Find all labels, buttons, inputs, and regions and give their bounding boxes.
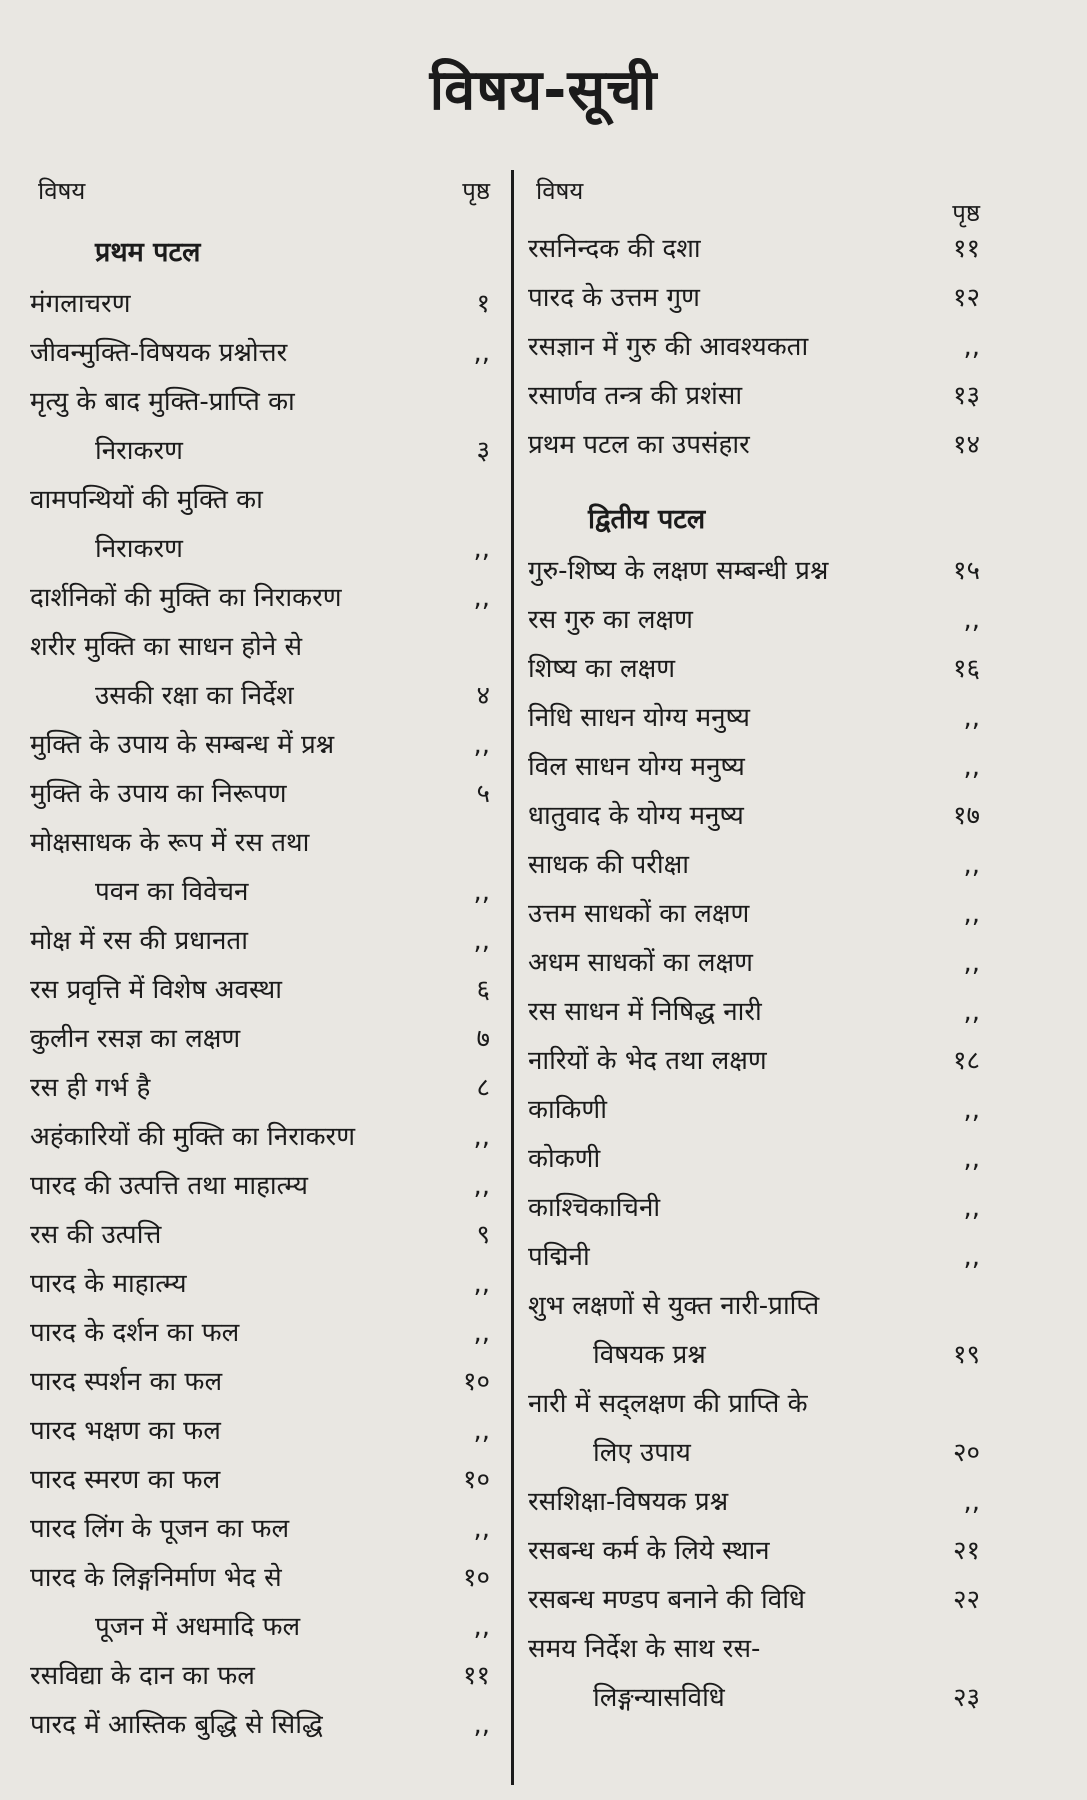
entry-page: ११: [952, 234, 980, 264]
entry-title: समय निर्देश के साथ रस-: [528, 1634, 761, 1664]
entry-title: दार्शनिकों की मुक्ति का निराकरण: [30, 583, 342, 613]
entry-title: शिष्य का लक्षण: [528, 654, 676, 684]
entry-page: १०: [462, 1563, 490, 1593]
entry-page: ,,: [473, 926, 490, 956]
toc-entry: [30, 1260, 490, 1309]
toc-entry: [528, 1086, 980, 1135]
entry-page: ,,: [473, 1318, 490, 1348]
entry-page: ,,: [473, 1710, 490, 1740]
entry-page: ,,: [963, 1242, 980, 1272]
entry-title: रसविद्या के दान का फल: [30, 1661, 255, 1691]
toc-entry: [528, 1527, 980, 1576]
entry-title: साधक की परीक्षा: [528, 850, 690, 880]
entry-title: निधि साधन योग्य मनुष्य: [528, 703, 750, 733]
entry-title-cont: निराकरण: [95, 436, 183, 466]
entry-title-cont: निराकरण: [95, 534, 183, 564]
entry-title-cont: लिङ्गन्यासविधि: [593, 1683, 725, 1713]
toc-left-column: [30, 170, 490, 1750]
entry-page: ,,: [473, 583, 490, 613]
toc-entry: [30, 1211, 490, 1260]
entry-page: ,,: [473, 1514, 490, 1544]
entry-title: पारद की उत्पत्ति तथा माहात्म्य: [30, 1171, 309, 1201]
entry-page: ,,: [963, 1193, 980, 1223]
toc-entry: [30, 917, 490, 966]
section-title: प्रथम पटल: [95, 237, 201, 268]
toc-right-column: [528, 170, 980, 1723]
page-title: विषय-सूची: [429, 58, 658, 123]
entry-page: १७: [952, 801, 980, 831]
toc-entry: [528, 890, 980, 939]
entry-title: पारद के उत्तम गुण: [528, 283, 700, 313]
toc-entry: [528, 1478, 980, 1527]
toc-entry: [30, 623, 490, 721]
entry-page: २२: [952, 1585, 980, 1615]
entry-title: जीवन्मुक्ति-विषयक प्रश्नोत्तर: [30, 338, 288, 368]
column-header: [528, 170, 980, 225]
entry-title: पारद में आस्तिक बुद्धि से सिद्धि: [30, 1710, 323, 1740]
entry-title: रसज्ञान में गुरु की आवश्यकता: [528, 332, 809, 362]
toc-entry: [528, 841, 980, 890]
toc-entry: [30, 1064, 490, 1113]
entry-page: १: [476, 289, 490, 319]
entry-title-cont: पूजन में अधमादि फल: [95, 1612, 301, 1642]
entry-page: ,,: [963, 703, 980, 733]
toc-entry: [30, 1162, 490, 1211]
toc-entry: [30, 476, 490, 574]
entry-page: १२: [952, 283, 980, 313]
toc-entry: [528, 372, 980, 421]
entry-title: रस की उत्पत्ति: [30, 1220, 162, 1250]
toc-entry: [528, 988, 980, 1037]
entry-title: नारियों के भेद तथा लक्षण: [528, 1046, 767, 1076]
entry-title-cont: पवन का विवेचन: [95, 877, 249, 907]
section-title: द्वितीय पटल: [588, 504, 706, 535]
entry-title: नारी में सद्लक्षण की प्राप्ति के: [528, 1389, 808, 1419]
entry-title-cont: लिए उपाय: [593, 1438, 691, 1468]
entry-title: वामपन्थियों की मुक्ति का: [30, 485, 263, 515]
entry-title: शरीर मुक्ति का साधन होने से: [30, 632, 303, 662]
toc-entry: [30, 1015, 490, 1064]
entry-title: मृत्यु के बाद मुक्ति-प्राप्ति का: [30, 387, 295, 417]
entry-title: रसनिन्दक की दशा: [528, 234, 701, 264]
column-divider: [511, 170, 514, 1785]
entry-page: ,,: [963, 605, 980, 635]
entry-page: ,,: [473, 1416, 490, 1446]
subject-header: विषय: [536, 177, 584, 205]
entry-page: २३: [952, 1683, 980, 1713]
entry-page: ,,: [963, 850, 980, 880]
entry-page: ,,: [473, 1122, 490, 1152]
entry-page: ,,: [473, 1171, 490, 1201]
toc-entry: [30, 966, 490, 1015]
entry-page: ,,: [473, 534, 490, 564]
toc-entry: [30, 574, 490, 623]
entry-title: अहंकारियों की मुक्ति का निराकरण: [30, 1122, 355, 1152]
toc-entry: [528, 1625, 980, 1723]
entry-title: काकिणी: [528, 1095, 607, 1125]
entry-title: रस साधन में निषिद्ध नारी: [528, 997, 762, 1027]
toc-entry: [528, 939, 980, 988]
entry-page: ३: [476, 436, 490, 466]
entry-title: पारद लिंग के पूजन का फल: [30, 1514, 290, 1544]
entry-title: रस ही गर्भ है: [30, 1073, 151, 1103]
toc-entry: [30, 1456, 490, 1505]
entry-page: १०: [462, 1465, 490, 1495]
entry-title: रसबन्ध मण्डप बनाने की विधि: [528, 1585, 805, 1615]
toc-entry: [30, 329, 490, 378]
toc-entry: [528, 1037, 980, 1086]
toc-entry: [30, 280, 490, 329]
page-header: पृष्ठ: [462, 177, 490, 205]
entry-title: मुक्ति के उपाय के सम्बन्ध में प्रश्न: [30, 730, 335, 760]
entry-page: १६: [952, 654, 980, 684]
entry-title: मोक्ष में रस की प्रधानता: [30, 926, 248, 956]
entry-title: मोक्षसाधक के रूप में रस तथा: [30, 828, 310, 858]
entry-page: ,,: [963, 1095, 980, 1125]
entry-title: रसबन्ध कर्म के लिये स्थान: [528, 1536, 770, 1566]
toc-entry: [30, 819, 490, 917]
entry-title: विल साधन योग्य मनुष्य: [528, 752, 745, 782]
entry-page: ८: [476, 1073, 490, 1103]
entry-title: काश्चिकाचिनी: [528, 1193, 661, 1223]
toc-entry: [30, 1309, 490, 1358]
entry-title: उत्तम साधकों का लक्षण: [528, 899, 750, 929]
entry-title: गुरु-शिष्य के लक्षण सम्बन्धी प्रश्न: [528, 556, 829, 586]
column-header: [30, 170, 490, 225]
toc-entry: [528, 1233, 980, 1282]
entry-page: ,,: [963, 752, 980, 782]
entry-title: रसार्णव तन्त्र की प्रशंसा: [528, 381, 743, 411]
entry-page: ,,: [963, 1487, 980, 1517]
page-header: पृष्ठ: [952, 199, 980, 227]
entry-title: मुक्ति के उपाय का निरूपण: [30, 779, 287, 809]
entry-title: रसशिक्षा-विषयक प्रश्न: [528, 1487, 729, 1517]
toc-entry: [528, 1135, 980, 1184]
toc-entry: [528, 274, 980, 323]
toc-entry: [30, 1113, 490, 1162]
entry-title: पारद स्पर्शन का फल: [30, 1367, 223, 1397]
toc-entry: [528, 547, 980, 596]
entry-page: ७: [476, 1024, 490, 1054]
toc-entry: [528, 596, 980, 645]
entry-title-cont: उसकी रक्षा का निर्देश: [95, 681, 294, 711]
entry-page: २१: [952, 1536, 980, 1566]
entry-page: ,,: [473, 730, 490, 760]
toc-entry: [30, 721, 490, 770]
entry-title: शुभ लक्षणों से युक्त नारी-प्राप्ति: [528, 1291, 820, 1321]
entry-title-cont: विषयक प्रश्न: [593, 1340, 706, 1370]
entry-page: ६: [476, 975, 490, 1005]
entry-title: रस प्रवृत्ति में विशेष अवस्था: [30, 975, 282, 1005]
entry-page: १०: [462, 1367, 490, 1397]
toc-entry: [528, 225, 980, 274]
toc-entry: [528, 694, 980, 743]
entry-title: पारद के लिङ्गनिर्माण भेद से: [30, 1563, 282, 1593]
toc-entry: [528, 1184, 980, 1233]
entry-page: ,,: [963, 899, 980, 929]
toc-entry: [30, 378, 490, 476]
entry-page: ११: [462, 1661, 490, 1691]
entry-title: पद्मिनी: [528, 1242, 590, 1272]
entry-title: पारद के दर्शन का फल: [30, 1318, 240, 1348]
entry-page: ,,: [473, 1269, 490, 1299]
entry-page: ४: [476, 681, 490, 711]
entry-title: पारद स्मरण का फल: [30, 1465, 221, 1495]
entry-title: पारद के माहात्म्य: [30, 1269, 187, 1299]
entry-page: २०: [952, 1438, 980, 1468]
entry-page: ,,: [963, 332, 980, 362]
toc-entry: [528, 792, 980, 841]
entry-page: १८: [952, 1046, 980, 1076]
entry-page: ९: [476, 1220, 490, 1250]
entry-title: कुलीन रसज्ञ का लक्षण: [30, 1024, 241, 1054]
toc-entry: [528, 743, 980, 792]
entry-page: ,,: [963, 997, 980, 1027]
entry-page: १९: [952, 1340, 980, 1370]
entry-page: १५: [952, 556, 980, 586]
entry-page: ,,: [963, 1144, 980, 1174]
entry-page: ,,: [473, 1612, 490, 1642]
toc-entry: [30, 1407, 490, 1456]
entry-page: ,,: [473, 338, 490, 368]
entry-title: अधम साधकों का लक्षण: [528, 948, 753, 978]
toc-entry: [30, 1652, 490, 1701]
entry-title: कोकणी: [528, 1144, 601, 1174]
entry-page: १३: [952, 381, 980, 411]
entry-title: प्रथम पटल का उपसंहार: [528, 430, 750, 460]
subject-header: विषय: [38, 177, 86, 205]
entry-title: पारद भक्षण का फल: [30, 1416, 221, 1446]
entry-page: ,,: [473, 877, 490, 907]
entry-page: ,,: [963, 948, 980, 978]
toc-entry: [30, 770, 490, 819]
entry-title: धातुवाद के योग्य मनुष्य: [528, 801, 744, 831]
toc-entry: [528, 1576, 980, 1625]
entry-page: १४: [952, 430, 980, 460]
entry-page: ५: [476, 779, 490, 809]
toc-entry: [30, 1701, 490, 1750]
toc-entry: [30, 1505, 490, 1554]
toc-entry: [528, 421, 980, 470]
toc-entry: [528, 323, 980, 372]
toc-entry: [30, 1554, 490, 1652]
toc-entry: [528, 1380, 980, 1478]
entry-title: रस गुरु का लक्षण: [528, 605, 693, 635]
toc-entry: [528, 1282, 980, 1380]
toc-entry: [30, 1358, 490, 1407]
entry-title: मंगलाचरण: [30, 289, 131, 319]
toc-entry: [528, 645, 980, 694]
